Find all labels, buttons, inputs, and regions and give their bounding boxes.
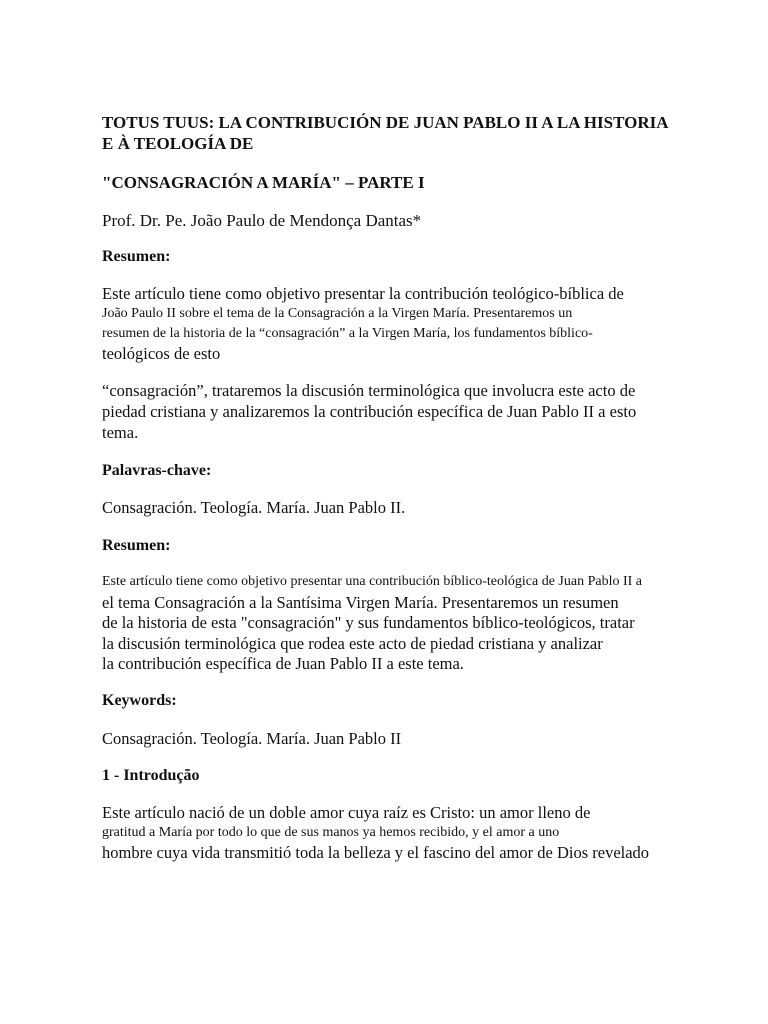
paragraph-line: Este artículo tiene como objetivo presentar la contribución teológico-bíblica de	[102, 284, 624, 303]
palavras-chave-text: Consagración. Teología. María. Juan Pablo II.	[102, 498, 406, 517]
paragraph-line: el tema Consagración a la Santísima Virgen María. Presentaremos un resumen	[102, 592, 619, 612]
paragraph-line: João Paulo II sobre el tema de la Consagración a la Virgen María. Presentaremos un	[102, 306, 573, 321]
resumen-paragraph-continued	[102, 380, 738, 443]
keywords-text: Consagración. Teología. María. Juan Pablo II	[102, 729, 402, 748]
paragraph-line: la discusión terminológica que rodea este acto de piedad cristiana y analizar	[102, 633, 603, 653]
resumen-paragraph-2	[102, 572, 738, 675]
introduction-heading: 1 - Introdução	[102, 767, 200, 784]
paragraph-line: tema.	[102, 423, 139, 442]
palavras-chave-heading: Palavras-chave:	[102, 462, 212, 479]
paragraph-line: de la historia de esta "consagración" y sus fundamentos bíblico-teológicos, tratar	[102, 613, 635, 632]
paragraph-line: hombre cuya vida transmitió toda la belleza y el fascino del amor de Dios revelado	[102, 843, 650, 862]
keywords-heading: Keywords:	[102, 692, 177, 709]
document-subtitle: "CONSAGRACIÓN A MARÍA" – PARTE I	[102, 173, 425, 192]
introduction-paragraph	[102, 803, 738, 863]
paragraph-line: Este artículo tiene como objetivo presentar una contribución bíblico-teológica de Juan Pablo II a	[102, 574, 642, 589]
paragraph-line: piedad cristiana y analizaremos la contribución específica de Juan Pablo II a esto	[102, 402, 637, 421]
paragraph-line: Este artículo nació de un doble amor cuya raíz es Cristo: un amor lleno de	[102, 803, 591, 822]
resumen-heading: Resumen:	[102, 248, 171, 265]
title-line: TOTUS TUUS: LA CONTRIBUCIÓN DE JUAN PABLO II A LA HISTORIA	[102, 113, 669, 132]
title-line: E À TEOLOGÍA DE	[102, 134, 254, 153]
paragraph-line: “consagración”, trataremos la discusión terminológica que involucra este acto de	[102, 381, 636, 400]
paragraph-line: la contribución específica de Juan Pablo II a este tema.	[102, 654, 464, 673]
resumen-paragraph	[102, 284, 738, 364]
author-line: Prof. Dr. Pe. João Paulo de Mendonça Dantas*	[102, 211, 422, 230]
resumen-heading-2: Resumen:	[102, 537, 171, 554]
paragraph-line: gratitud a María por todo lo que de sus manos ya hemos recibido, y el amor a uno	[102, 825, 560, 840]
paragraph-line: resumen de la historia de la “consagración” a la Virgen María, los fundamentos bíblico-	[102, 326, 593, 341]
document-title	[102, 112, 738, 154]
paragraph-line: teológicos de esto	[102, 344, 221, 363]
